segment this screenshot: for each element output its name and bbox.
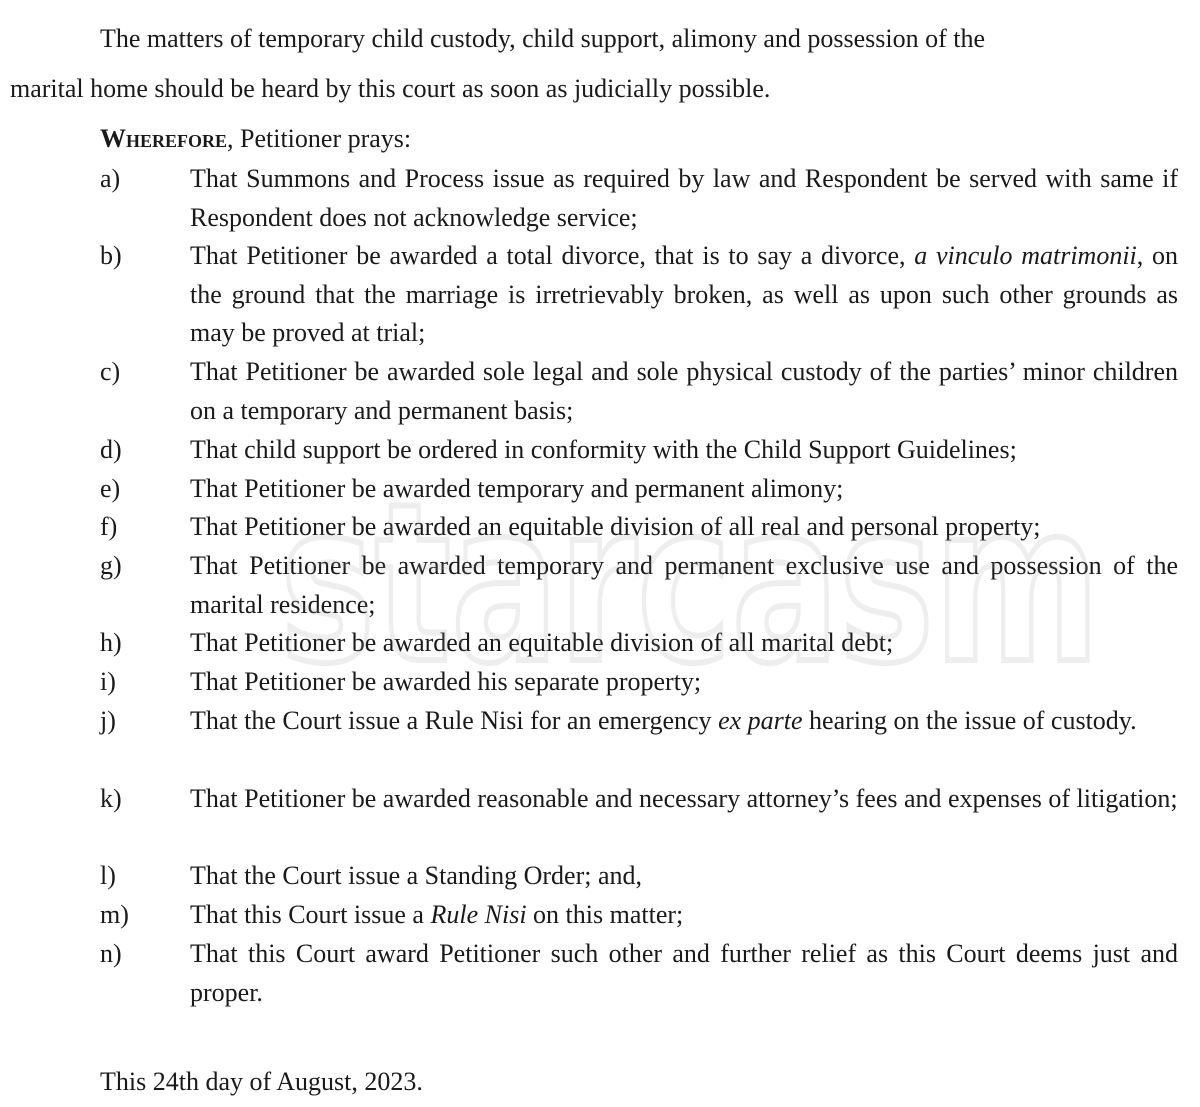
prayer-text-j-before: That the Court issue a Rule Nisi for an emergency	[190, 706, 719, 735]
prayer-text-b-after: , on the ground that the marriage is irretrievably broken, as well as upon such other grounds as may be proved at trial;	[190, 241, 1179, 347]
prayer-text-m-after: on this matter;	[526, 900, 684, 929]
intro-line-1: The matters of temporary child custody, child support, alimony and possession of the	[100, 24, 986, 53]
prayer-text-j	[190, 702, 1178, 741]
prayer-text-c: That Petitioner be awarded sole legal and sole physical custody of the parties’ minor children on a temporary and permanent basis;	[190, 357, 1178, 425]
prayer-label-b: b)	[100, 241, 122, 270]
prayer-text-g: That Petitioner be awarded temporary and permanent exclusive use and possession of the marital residence;	[190, 551, 1178, 619]
prayer-text-h: That Petitioner be awarded an equitable division of all marital debt;	[190, 628, 894, 657]
prayer-text-n: That this Court award Petitioner such other and further relief as this Court deems just and proper.	[190, 939, 1178, 1007]
intro-line-2: marital home should be heard by this court as soon as judicially possible.	[10, 74, 771, 103]
prayer-text-k: That Petitioner be awarded reasonable and necessary attorney’s fees and expenses of litigation;	[190, 784, 1178, 813]
prayer-label-h: h)	[100, 628, 122, 657]
prayer-text-i: That Petitioner be awarded his separate property;	[190, 667, 702, 696]
prayer-text-m-before: That this Court issue a	[190, 900, 431, 929]
prayer-text-a: That Summons and Process issue as required by law and Respondent be served with same if Respondent does not acknowledge service;	[190, 164, 1178, 232]
prayer-label-a: a)	[100, 164, 121, 193]
wherefore-keyword: Wherefore	[100, 124, 228, 153]
prayer-text-m-italic: Rule Nisi	[430, 900, 527, 929]
prayer-label-c: c)	[100, 357, 121, 386]
prayer-label-l: l)	[100, 861, 116, 890]
prayer-text-e: That Petitioner be awarded temporary and permanent alimony;	[190, 474, 844, 503]
prayer-label-k: k)	[100, 784, 122, 813]
prayer-label-n: n)	[100, 939, 122, 968]
prayer-text-j-after: hearing on the issue of custody.	[802, 706, 1137, 735]
prayer-text-j-italic: ex parte	[718, 706, 803, 735]
date-line: This 24th day of August, 2023.	[100, 1067, 423, 1096]
prayer-text-b-italic: a vinculo matrimonii	[914, 241, 1137, 270]
wherefore-heading	[100, 124, 411, 154]
prayer-label-j: j)	[100, 706, 116, 735]
prayer-text-d: That child support be ordered in conformity with the Child Support Guidelines;	[190, 435, 1017, 464]
prayer-text-l: That the Court issue a Standing Order; and,	[190, 861, 643, 890]
prayer-label-d: d)	[100, 435, 122, 464]
prayer-label-i: i)	[100, 667, 116, 696]
prayer-text-f: That Petitioner be awarded an equitable division of all real and personal property;	[190, 512, 1041, 541]
prayer-label-m: m)	[100, 900, 129, 929]
prayer-text-m	[190, 900, 683, 930]
prayer-text-b-before: That Petitioner be awarded a total divorce, that is to say a divorce,	[190, 241, 915, 270]
prayer-text-b	[190, 237, 1178, 353]
prayer-label-f: f)	[100, 512, 118, 541]
prayer-label-e: e)	[100, 474, 121, 503]
wherefore-rest: , Petitioner prays:	[227, 124, 412, 153]
watermark-text: starcasm	[280, 470, 1100, 700]
prayer-label-g: g)	[100, 551, 122, 580]
